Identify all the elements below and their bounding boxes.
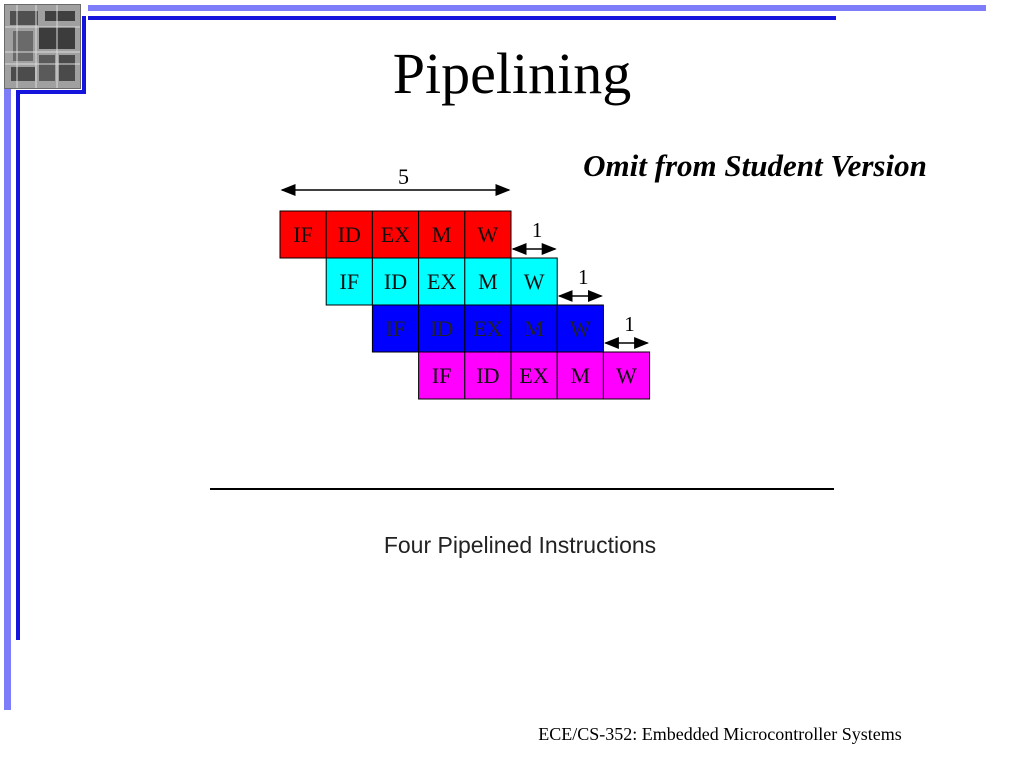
stage-label: W <box>477 222 499 247</box>
stage-label: EX <box>427 269 457 294</box>
stage-label: EX <box>473 316 503 341</box>
stage-label: IF <box>293 222 313 247</box>
stage-label: IF <box>339 269 360 294</box>
stage-label: W <box>569 316 591 341</box>
stage-label: M <box>524 316 544 341</box>
slide-footer: ECE/CS-352: Embedded Microcontroller Systems <box>538 724 902 744</box>
stage-label: EX <box>380 222 411 247</box>
stage-label: ID <box>337 222 361 247</box>
stage-label: W <box>523 269 545 294</box>
stage-label: ID <box>383 269 408 294</box>
top-rule-light <box>88 5 986 11</box>
offset-label: 1 <box>624 312 635 336</box>
top-rule-dark <box>88 16 836 20</box>
stage-label: M <box>478 269 498 294</box>
span-label: 5 <box>398 164 409 189</box>
stage-label: M <box>431 222 452 247</box>
slide-title: Pipelining <box>392 41 632 106</box>
diagram-caption: Four Pipelined Instructions <box>383 532 657 558</box>
left-rule-light <box>4 88 11 710</box>
pipeline-diagram <box>270 158 670 408</box>
stage-label: EX <box>519 363 549 388</box>
stage-label: IF <box>385 316 406 341</box>
offset-label: 1 <box>531 218 543 242</box>
caption-rule <box>210 488 834 490</box>
offset-label: 1 <box>578 265 589 289</box>
omit-note: Omit from Student Version <box>583 148 927 183</box>
stage-label: IF <box>431 363 452 388</box>
stage-label: ID <box>430 316 454 341</box>
stage-label: W <box>616 363 637 388</box>
stage-label: ID <box>476 363 500 388</box>
stage-label: M <box>570 363 591 388</box>
left-rule-dark <box>16 93 20 640</box>
